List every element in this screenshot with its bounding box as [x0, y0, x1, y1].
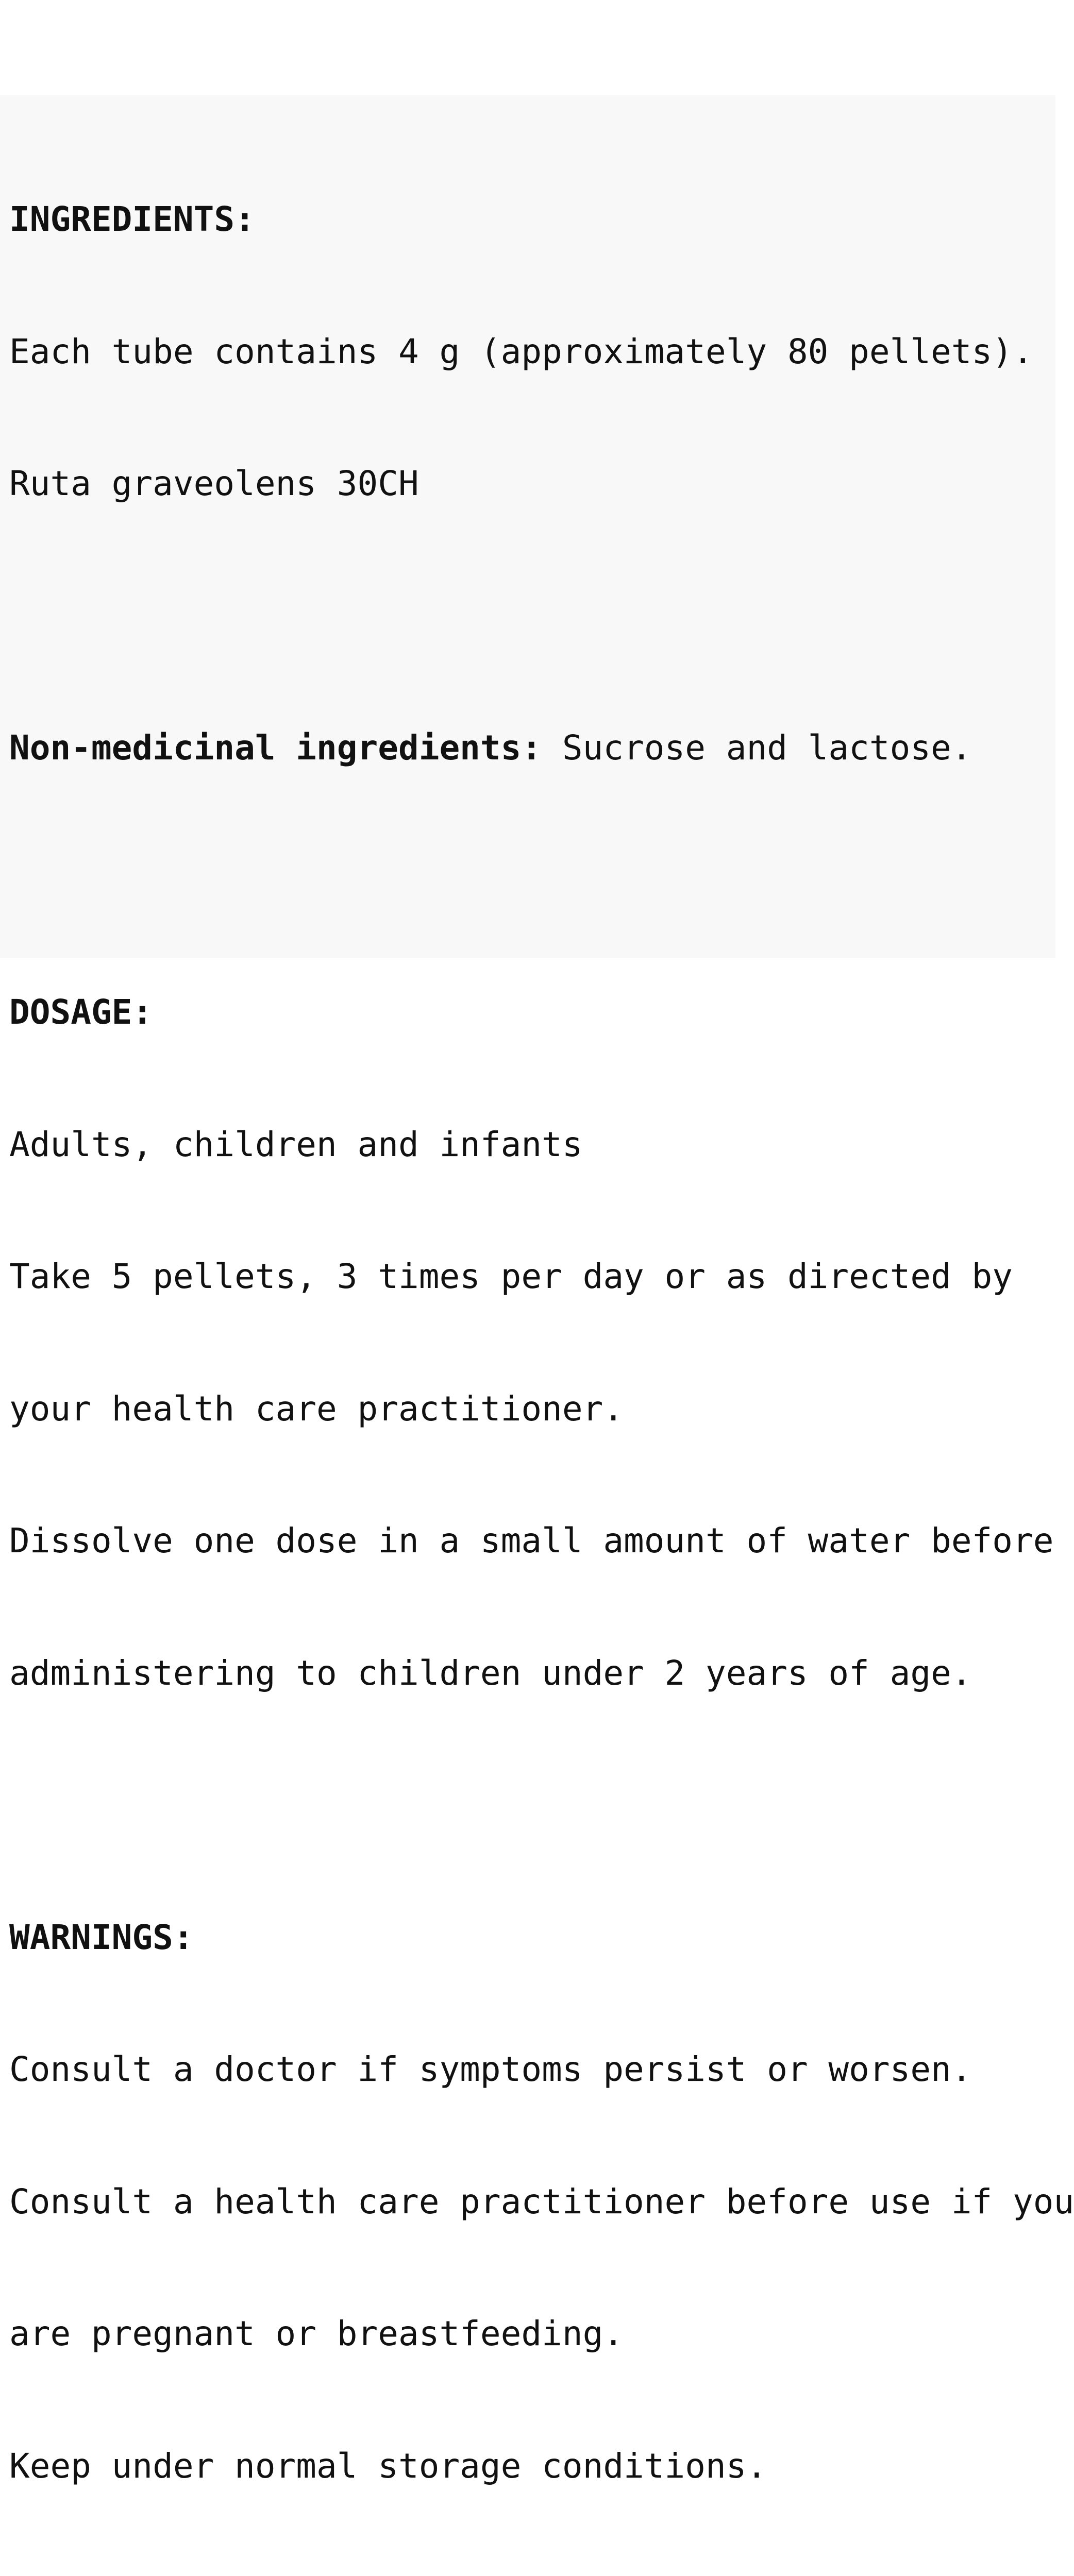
warnings-line: Consult a doctor if symptoms persist or worsen. [9, 2049, 972, 2089]
spacer [9, 858, 1050, 903]
spacer [9, 1783, 1050, 1827]
warnings-line: are pregnant or breastfeeding. [9, 2314, 624, 2353]
dosage-heading: DOSAGE: [9, 992, 153, 1032]
warnings-line: Consult a health care practitioner before use if you [9, 2181, 1074, 2222]
non-medicinal-text: Sucrose and lactose. [542, 728, 972, 768]
dosage-line: Take 5 pellets, 3 times per day or as directed by [9, 1257, 1013, 1296]
dosage-line: Adults, children and infants [9, 1124, 583, 1164]
dosage-line: your health care practitioner. [9, 1388, 624, 1429]
product-label-text [9, 109, 1074, 2576]
spacer [9, 594, 1050, 638]
ingredients-heading: INGREDIENTS: [9, 199, 255, 239]
non-medicinal-label: Non-medicinal ingredients: [9, 728, 542, 768]
ingredients-line: Each tube contains 4 g (approximately 80 pellets). [9, 331, 1033, 371]
dosage-line: Dissolve one dose in a small amount of water before [9, 1521, 1054, 1561]
warnings-heading: WARNINGS: [9, 1917, 194, 1957]
ingredients-line: Ruta graveolens 30CH [9, 464, 419, 503]
non-medicinal-ingredients [9, 726, 1050, 770]
warnings-line: Keep under normal storage conditions. [9, 2446, 767, 2486]
dosage-line: administering to children under 2 years of age. [9, 1653, 972, 1693]
